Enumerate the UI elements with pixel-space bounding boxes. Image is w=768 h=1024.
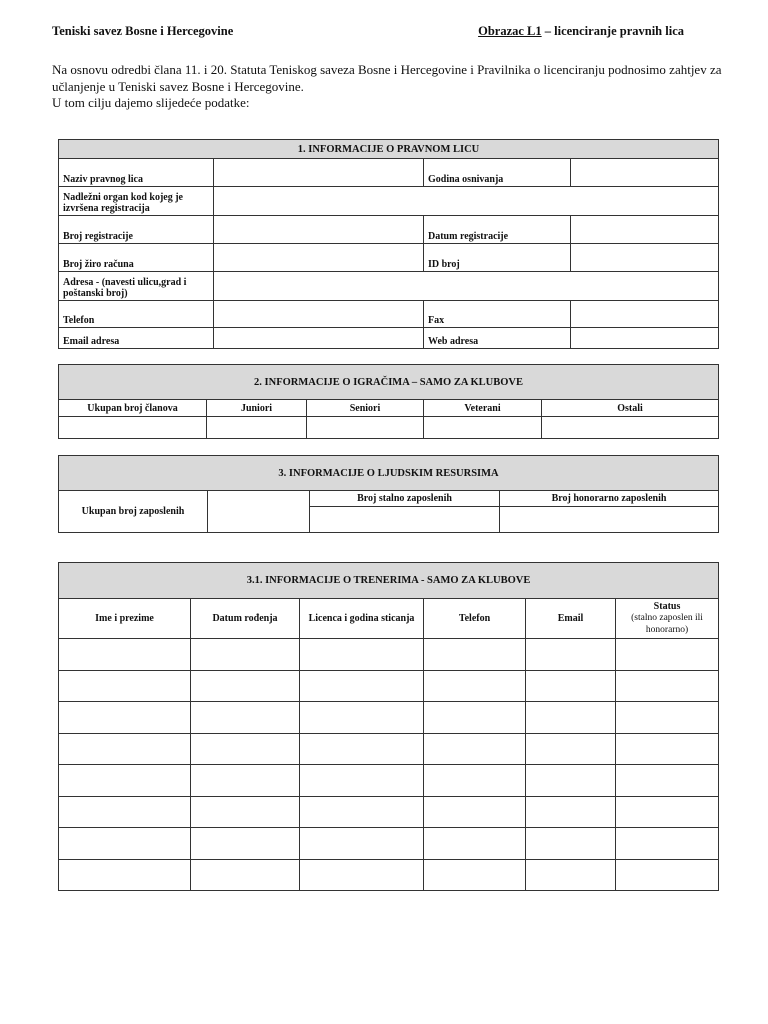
col-part-time-employees: Broj honorarno zaposlenih [500,491,719,507]
coach-cell[interactable] [59,639,191,671]
coach-cell[interactable] [191,765,300,797]
coach-cell[interactable] [616,796,719,828]
col-license: Licenca i godina sticanja [300,599,424,639]
field-juniors[interactable] [207,417,307,439]
players-table [58,364,719,439]
coach-row [59,670,719,702]
coach-cell[interactable] [300,670,424,702]
coach-row [59,702,719,734]
label-founding-year: Godina osnivanja [424,159,571,187]
label-fax: Fax [424,301,571,328]
coach-cell[interactable] [300,828,424,860]
coach-cell[interactable] [616,639,719,671]
coach-cell[interactable] [616,702,719,734]
coach-cell[interactable] [191,733,300,765]
label-registration-date: Datum registracije [424,216,571,244]
col-total-members: Ukupan broj članova [59,400,207,417]
coach-row [59,859,719,891]
coach-rows [59,639,719,891]
coach-cell[interactable] [191,639,300,671]
coach-cell[interactable] [300,859,424,891]
coach-cell[interactable] [424,796,526,828]
label-bank-account: Broj žiro računa [59,244,214,272]
coach-cell[interactable] [424,702,526,734]
coach-cell[interactable] [526,796,616,828]
field-permanent-employees[interactable] [310,507,500,533]
field-bank-account[interactable] [214,244,424,272]
coach-cell[interactable] [59,828,191,860]
coach-cell[interactable] [300,765,424,797]
field-phone[interactable] [214,301,424,328]
coach-cell[interactable] [59,859,191,891]
intro-text [52,62,732,112]
field-total-employees[interactable] [208,491,310,533]
section2-title: 2. INFORMACIJE O IGRAČIMA – SAMO ZA KLUBOVE [59,365,719,400]
coach-cell[interactable] [616,765,719,797]
col-phone: Telefon [424,599,526,639]
coach-cell[interactable] [59,796,191,828]
coach-cell[interactable] [191,796,300,828]
coach-cell[interactable] [616,859,719,891]
field-email[interactable] [214,328,424,349]
col-birth-date: Datum rođenja [191,599,300,639]
organization-name: Teniski savez Bosne i Hercegovine [52,24,234,38]
coach-cell[interactable] [300,733,424,765]
coach-cell[interactable] [616,733,719,765]
label-address: Adresa - (navesti ulicu,grad i poštanski broj) [59,272,214,301]
coach-cell[interactable] [59,733,191,765]
col-status-note: (stalno zaposlen ili honorarno) [631,613,703,635]
field-address[interactable] [214,272,719,301]
label-web: Web adresa [424,328,571,349]
coach-row [59,733,719,765]
coach-cell[interactable] [191,859,300,891]
coach-cell[interactable] [526,733,616,765]
coach-cell[interactable] [424,828,526,860]
field-entity-name[interactable] [214,159,424,187]
label-id-number: ID broj [424,244,571,272]
label-email: Email adresa [59,328,214,349]
section31-title: 3.1. INFORMACIJE O TRENERIMA - SAMO ZA KLUBOVE [59,563,719,599]
coach-cell[interactable] [424,733,526,765]
col-others: Ostali [542,400,719,417]
coach-cell[interactable] [526,828,616,860]
coach-cell[interactable] [300,796,424,828]
col-status-title: Status [653,601,681,612]
coach-cell[interactable] [526,702,616,734]
field-registration-authority[interactable] [214,187,719,216]
human-resources-table [58,455,719,533]
legal-entity-table [58,139,719,349]
coach-cell[interactable] [424,859,526,891]
section3-title: 3. INFORMACIJE O LJUDSKIM RESURSIMA [59,456,719,491]
coach-row [59,765,719,797]
label-registration-number: Broj registracije [59,216,214,244]
label-entity-name: Naziv pravnog lica [59,159,214,187]
coach-cell[interactable] [424,639,526,671]
form-heading [478,24,684,39]
coach-cell[interactable] [616,670,719,702]
coach-cell[interactable] [59,702,191,734]
label-registration-authority: Nadležni organ kod kojeg je izvršena registracija [59,187,214,216]
coach-cell[interactable] [59,670,191,702]
coach-cell[interactable] [526,859,616,891]
field-founding-year[interactable] [571,159,719,187]
field-others[interactable] [542,417,719,439]
field-veterans[interactable] [424,417,542,439]
form-code: Obrazac L1 [478,24,542,38]
col-permanent-employees: Broj stalno zaposlenih [310,491,500,507]
coach-cell[interactable] [191,702,300,734]
section1-title: 1. INFORMACIJE O PRAVNOM LICU [59,140,719,159]
coach-cell[interactable] [526,765,616,797]
field-registration-number[interactable] [214,216,424,244]
coach-cell[interactable] [59,765,191,797]
col-email: Email [526,599,616,639]
coach-cell[interactable] [191,670,300,702]
coach-cell[interactable] [424,765,526,797]
field-seniors[interactable] [307,417,424,439]
field-registration-date[interactable] [571,216,719,244]
field-fax[interactable] [571,301,719,328]
field-total-members[interactable] [59,417,207,439]
coach-cell[interactable] [300,639,424,671]
col-juniors: Juniori [207,400,307,417]
coach-row [59,828,719,860]
coach-cell[interactable] [300,702,424,734]
intro-paragraph: Na osnovu odredbi člana 11. i 20. Statuta Teniskog saveza Bosne i Hercegovine i Pravilnika o licenciranju podnosimo zahtjev za učlanjenje u Teniski savez Bosne i Hercegovine. [52,62,722,94]
col-full-name: Ime i prezime [59,599,191,639]
col-status [616,599,719,639]
coach-cell[interactable] [424,670,526,702]
coach-cell[interactable] [616,828,719,860]
coach-row [59,796,719,828]
form-title: – licenciranje pravnih lica [541,24,684,38]
field-id-number[interactable] [571,244,719,272]
label-total-employees: Ukupan broj zaposlenih [59,491,208,533]
field-part-time-employees[interactable] [500,507,719,533]
intro-line: U tom cilju dajemo slijedeće podatke: [52,95,250,110]
coach-row [59,639,719,671]
coach-cell[interactable] [526,670,616,702]
coach-cell[interactable] [526,639,616,671]
col-seniors: Seniori [307,400,424,417]
col-veterans: Veterani [424,400,542,417]
label-phone: Telefon [59,301,214,328]
field-web[interactable] [571,328,719,349]
coach-cell[interactable] [191,828,300,860]
coaches-table [58,562,719,891]
